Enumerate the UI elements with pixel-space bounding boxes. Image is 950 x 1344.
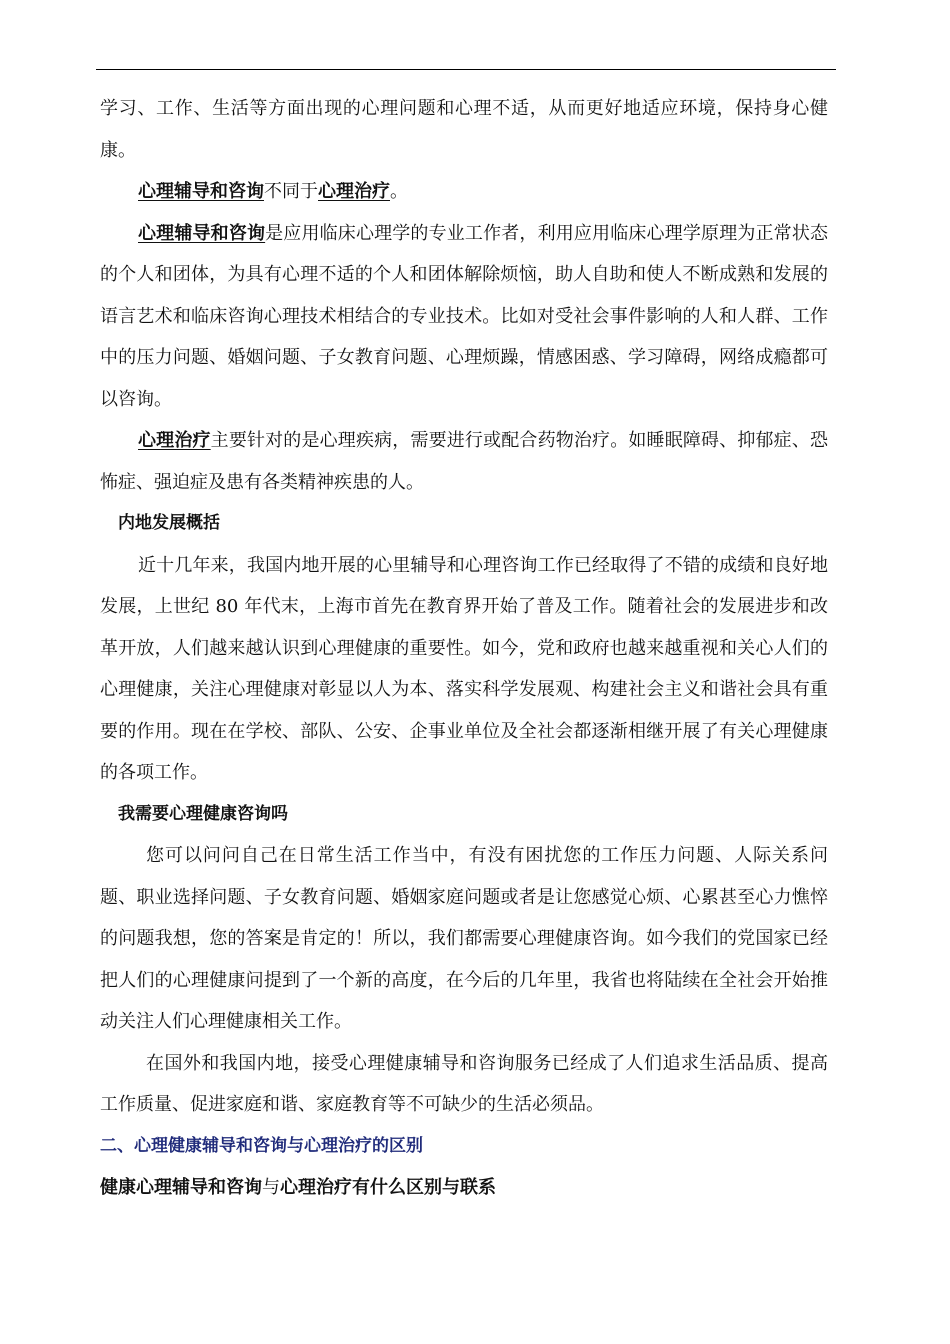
section-heading-differences: 二、心理健康辅导和咨询与心理治疗的区别 — [100, 1135, 423, 1156]
paragraph-counseling-definition: 心理辅导和咨询是应用临床心理学的专业工作者，利用应用临床心理学原理为正常状态的个人和团体，为具有心理不适的个人和团体解除烦恼，助人自助和使人不断成熟和发展的语言艺术和临床咨询心理技术相结合的专业技术。比如对受社会事件影响的人和人群、工作中的压力问题、婚姻问题、子女教育问题、心理烦躁，情感困惑、学习障碍，网络成瘾都可以咨询。 — [100, 222, 829, 410]
term-therapy: 心理治疗 — [138, 430, 211, 451]
header-rule — [96, 69, 836, 70]
term-counseling: 心理辅导和咨询 — [138, 222, 266, 244]
paragraph-distinction: 心理辅导和咨询不同于心理治疗。 — [138, 181, 408, 202]
term-therapy: 心理治疗 — [318, 181, 390, 202]
paragraph-therapy-definition: 心理治疗主要针对的是心理疾病，需要进行或配合药物治疗。如睡眠障碍、抑郁症、恐怖症、强迫症及患有各类精神疾患的人。 — [100, 430, 829, 493]
heading-do-i-need-counseling: 我需要心理健康咨询吗 — [118, 803, 288, 824]
heading-differences-and-links: 健康心理辅导和咨询与心理治疗有什么区别与联系 — [100, 1177, 496, 1198]
paragraph-continuation: 学习、工作、生活等方面出现的心理问题和心理不适，从而更好地适应环境，保持身心健康。 — [100, 98, 828, 161]
paragraph-need-counseling: 您可以问问自己在日常生活工作当中，有没有困扰您的工作压力问题、人际关系问题、职业选择问题、子女教育问题、婚姻家庭问题或者是让您感觉心烦、心累甚至心力憔悴的问题我想，您的答案是肯定的！所以，我们都需要心理健康咨询。如今我们的党国家已经把人们的心理健康问提到了一个新的高度，在今后的几年里，我省也将陆续在全社会开始推动关注人们心理健康相关工作。 — [100, 845, 828, 1032]
paragraph-quality-of-life: 在国外和我国内地，接受心理健康辅导和咨询服务已经成了人们追求生活品质、提高工作质量、促进家庭和谐、家庭教育等不可缺少的生活必须品。 — [100, 1052, 828, 1115]
term-counseling: 心理辅导和咨询 — [138, 181, 264, 202]
document-body — [100, 88, 828, 1209]
heading-mainland-development: 内地发展概括 — [118, 513, 220, 533]
paragraph-mainland-development: 近十几年来，我国内地开展的心里辅导和心理咨询工作已经取得了不错的成绩和良好地发展，上世纪 80 年代末，上海市首先在教育界开始了普及工作。随着社会的发展进步和改革开放，人们越来越认识到心理健康的重要性。如今，党和政府也越来越重视和关心人们的心理健康，关注心理健康对彰显以人为本、落实科学发展观、构建社会主义和谐社会具有重要的作用。现在在学校、部队、公安、企事业单位及全社会都逐渐相继开展了有关心理健康的各项工作。 — [100, 554, 828, 783]
